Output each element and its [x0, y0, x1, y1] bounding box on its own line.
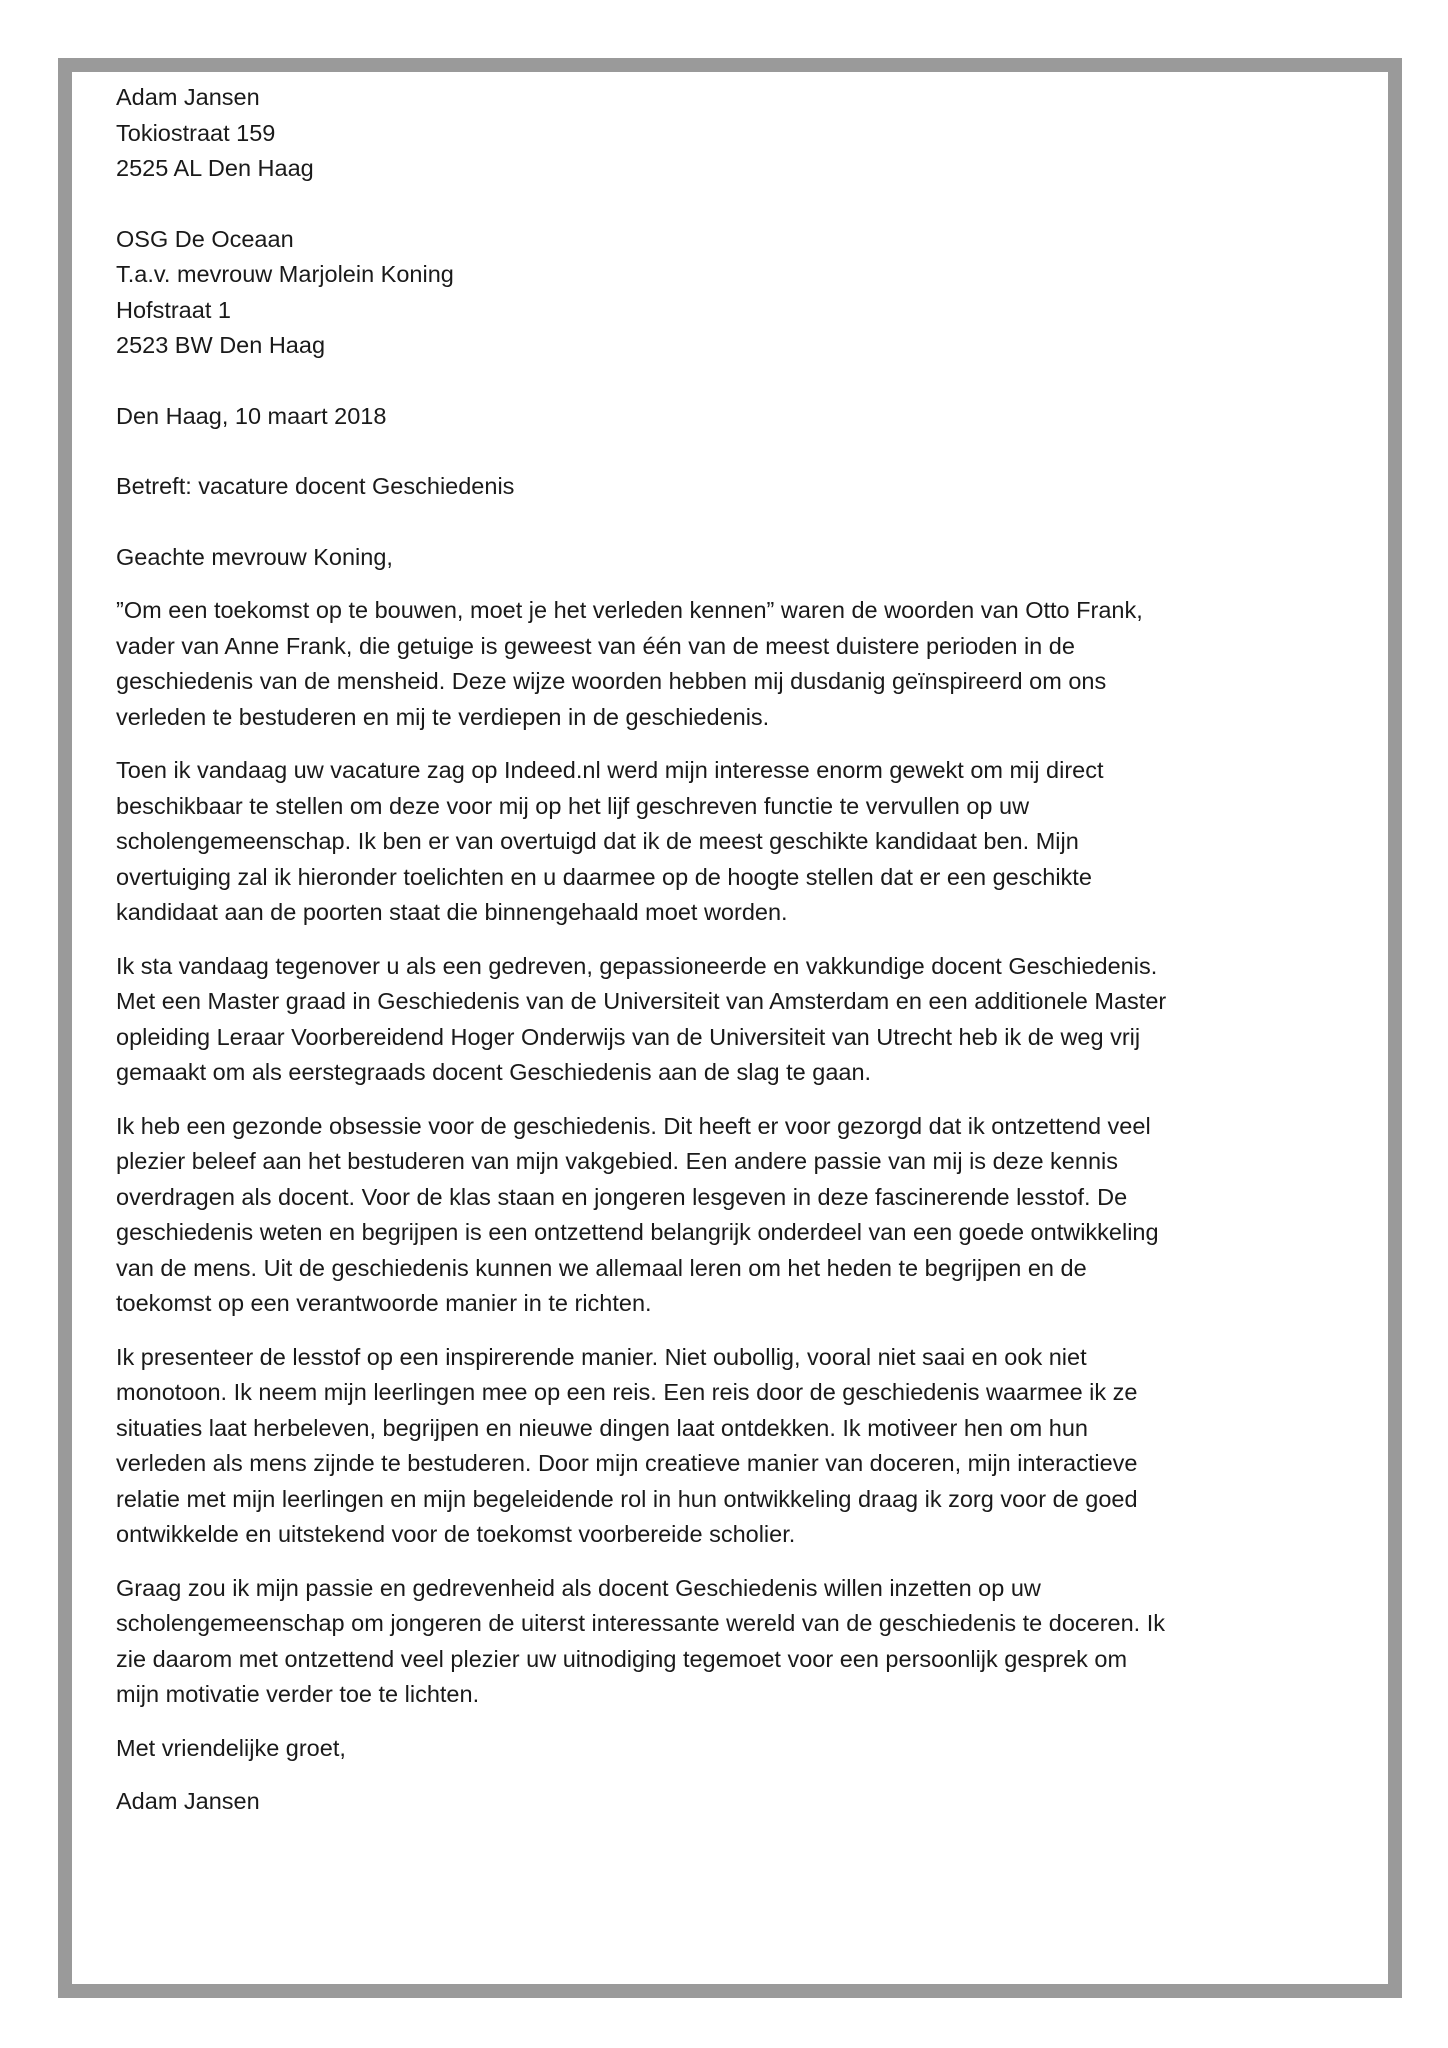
recipient-address — [116, 222, 1256, 364]
paragraph-5 — [116, 1340, 1256, 1553]
paragraph-line: ontwikkelde en uitstekend voor de toekomst voorbereide scholier. — [116, 1521, 796, 1547]
paragraph-line: Met een Master graad in Geschiedenis van de Universiteit van Amsterdam en een additionele Master — [116, 988, 1167, 1014]
paragraph-line: kandidaat aan de poorten staat die binnengehaald moet worden. — [116, 899, 788, 925]
paragraph-line: monotoon. Ik neem mijn leerlingen mee op een reis. Een reis door de geschiedenis waarmee ik ze — [116, 1379, 1138, 1405]
salutation — [116, 540, 1256, 576]
paragraph-line: scholengemeenschap om jongeren de uiterst interessante wereld van de geschiedenis te doceren. Ik — [116, 1610, 1166, 1636]
paragraph-line: opleiding Leraar Voorbereidend Hoger Onderwijs van de Universiteit van Utrecht heb ik de weg vrij — [116, 1023, 1141, 1050]
paragraph-line: van de mens. Uit de geschiedenis kunnen we allemaal leren om het heden te begrijpen en de — [116, 1254, 1087, 1281]
recipient-postal-city: 2523 BW Den Haag — [116, 332, 326, 358]
paragraph-line: relatie met mijn leerlingen en mijn begeleidende rol in hun ontwikkeling draag ik zorg voor de goed — [116, 1485, 1138, 1512]
paragraph-line: toekomst op een verantwoorde manier in te richten. — [116, 1290, 652, 1316]
sender-address — [116, 80, 1256, 187]
paragraph-line: verleden als mens zijnde te bestuderen. Door mijn creatieve manier van doceren, mijn interactieve — [116, 1450, 1138, 1476]
paragraph-line: geschiedenis van de mensheid. Deze wijze woorden hebben mij dusdanig geïnspireerd om ons — [116, 668, 1107, 694]
paragraph-line: overdragen als docent. Voor de klas staan en jongeren lesgeven in deze fascinerende lesstof. De — [116, 1183, 1128, 1210]
paragraph-line: plezier beleef aan het bestuderen van mijn vakgebied. Een andere passie van mij is deze kennis — [116, 1148, 1118, 1174]
sender-street: Tokiostraat 159 — [116, 119, 276, 146]
paragraph-line: Graag zou ik mijn passie en gedrevenheid als docent Geschiedenis willen inzetten op uw — [116, 1574, 1041, 1601]
recipient-organization: OSG De Oceaan — [116, 225, 294, 252]
paragraph-line: ”Om een toekomst op te bouwen, moet je het verleden kennen” waren de woorden van Otto Frank, — [116, 597, 1143, 623]
date-text: Den Haag, 10 maart 2018 — [116, 402, 387, 429]
paragraph-line: gemaakt om als eerstegraads docent Geschiedenis aan de slag te gaan. — [116, 1059, 872, 1085]
date-line — [116, 399, 1256, 435]
signature — [116, 1784, 1256, 1820]
subject-text: Betreft: vacature docent Geschiedenis — [116, 473, 515, 499]
paragraph-line: situaties laat herbeleven, begrijpen en nieuwe dingen laat ontdekken. Ik motiveer hen om hun — [116, 1414, 1088, 1441]
paragraph-line: Ik heb een gezonde obsessie voor de geschiedenis. Dit heeft er voor gezorgd dat ik ontzettend veel — [116, 1112, 1151, 1139]
recipient-attention: T.a.v. mevrouw Marjolein Koning — [116, 261, 454, 287]
paragraph-4 — [116, 1109, 1256, 1322]
paragraph-6 — [116, 1571, 1256, 1713]
paragraph-line: Ik presenteer de lesstof op een inspirerende manier. Niet oubollig, vooral niet saai en ook niet — [116, 1343, 1087, 1370]
sender-name: Adam Jansen — [116, 84, 260, 110]
sender-postal-city: 2525 AL Den Haag — [116, 155, 314, 181]
closing — [116, 1731, 1256, 1767]
paragraph-line: Toen ik vandaag uw vacature zag op Indeed.nl werd mijn interesse enorm gewekt om mij direct — [116, 757, 1104, 783]
paragraph-line: zie daarom met ontzettend veel plezier uw uitnodiging tegemoet voor een persoonlijk gesprek om — [116, 1645, 1128, 1672]
paragraph-line: vader van Anne Frank, die getuige is geweest van één van de meest duistere perioden in de — [116, 632, 1075, 659]
paragraph-line: verleden te bestuderen en mij te verdiepen in de geschiedenis. — [116, 703, 770, 730]
paragraph-line: Ik sta vandaag tegenover u als een gedreven, gepassioneerde en vakkundige docent Geschiedenis. — [116, 952, 1158, 979]
paragraph-2 — [116, 753, 1256, 931]
paragraph-3 — [116, 949, 1256, 1091]
salutation-text: Geachte mevrouw Koning, — [116, 543, 393, 570]
paragraph-line: scholengemeenschap. Ik ben er van overtuigd dat ik de meest geschikte kandidaat ben. Mijn — [116, 828, 1079, 854]
paragraph-line: beschikbaar te stellen om deze voor mij op het lijf geschreven functie te vervullen op uw — [116, 792, 1030, 819]
subject-line — [116, 469, 1256, 505]
recipient-street: Hofstraat 1 — [116, 296, 231, 323]
paragraph-line: mijn motivatie verder toe te lichten. — [116, 1681, 480, 1707]
closing-text: Met vriendelijke groet, — [116, 1734, 346, 1761]
paragraph-1 — [116, 593, 1256, 735]
letter-body — [116, 80, 1256, 1820]
signature-name: Adam Jansen — [116, 1788, 260, 1814]
paragraph-line: overtuiging zal ik hieronder toelichten en u daarmee op de hoogte stellen dat er een geschikte — [116, 863, 1092, 890]
paragraph-line: geschiedenis weten en begrijpen is een ontzettend belangrijk onderdeel van een goede ontwikkeling — [116, 1219, 1159, 1245]
